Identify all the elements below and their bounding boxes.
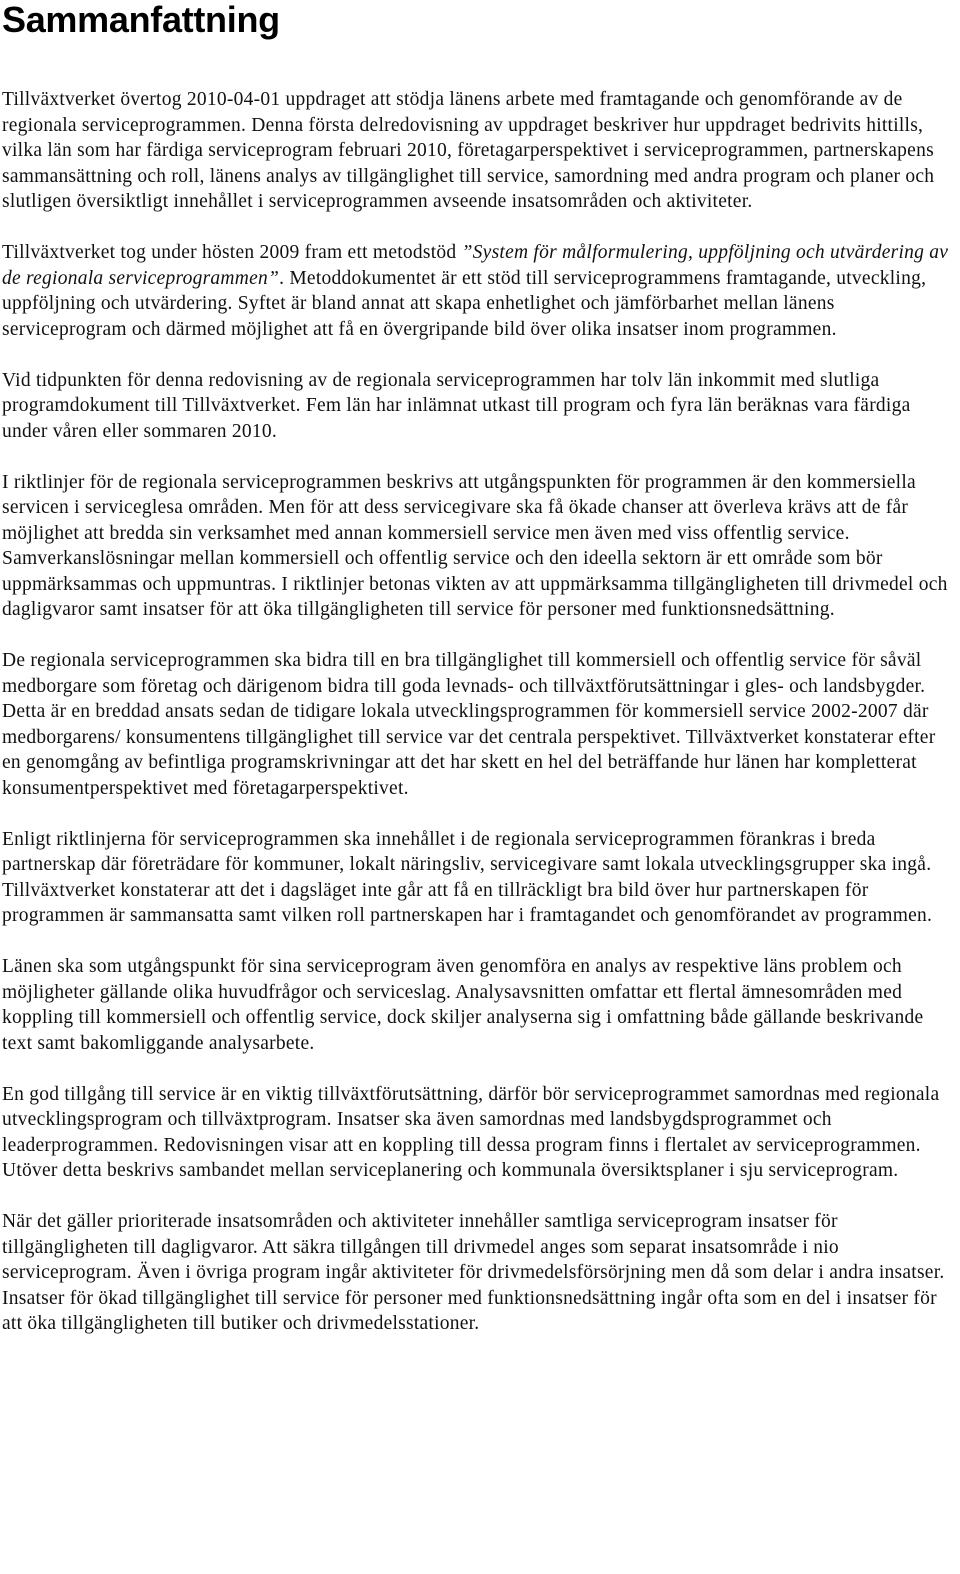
method-document-title: ”System för målformulering, uppföljning och utvärdering av de regionala serviceprogrammen” — [2, 242, 949, 289]
paragraph-8: En god tillgång till service är en viktig tillväxtförutsättning, därför bör serviceprogrammet samordnas med regionala utvecklingsprogram och tillväxtprogram. Insatser ska även samordnas med landsbygdsprogrammet och leaderprogrammen. Redovisningen visar att en koppling till dessa program finns i flertalet av serviceprogrammen. Utöver detta beskrivs sambandet mellan serviceplanering och kommunala översiktsplaner i sju serviceprogram. — [2, 1083, 940, 1181]
paragraph-2-rest: . Metoddokumentet är ett stöd till serviceprogrammens framtagande, utveckling, uppföljning och utvärdering. Syftet är bland annat att skapa enhetlighet och jämförbarhet mellan länens serviceprogram och därmed möjlighet att få en övergripande bild över olika insatser inom programmen. — [2, 267, 927, 340]
paragraph-7: Länen ska som utgångspunkt för sina serviceprogram även genomföra en analys av respektive läns problem och möjligheter gällande olika huvudfrågor och serviceslag. Analysavsnitten omfattar ett flertal ämnesområden med koppling till kommersiell och offentlig service, dock skiljer analyserna sig i omfattning både gällande beskrivande text samt bakomliggande analysarbete. — [2, 956, 924, 1054]
paragraph-2-lead: Tillväxtverket tog under hösten 2009 fram ett metodstöd — [2, 242, 462, 263]
paragraph-2 — [2, 240, 954, 342]
paragraph-9: När det gäller prioriterade insatsområden och aktiviteter innehåller samtliga serviceprogram insatser för tillgängligheten till dagligvaror. Att säkra tillgången till drivmedel anges som separat insatsområde i nio serviceprogram. Även i övriga program ingår aktiviteter för drivmedelsförsörjning men då som delar i andra insatser. Insatser för ökad tillgänglighet till service för personer med funktionsnedsättning ingår ofta som en del i insatser för att öka tillgängligheten till butiker och drivmedelsstationer. — [2, 1211, 945, 1334]
paragraph-4: I riktlinjer för de regionala serviceprogrammen beskrivs att utgångspunkten för programmen är den kommersiella servicen i serviceglesa områden. Men för att dess servicegivare ska få ökade chanser att överleva krävs att de får möjlighet att bredda sin verksamhet med annan kommersiell service men även med viss offentlig service. Samverkanslösningar mellan kommersiell och offentlig service och den ideella sektorn är ett område som bör uppmärksammas och uppmuntras. I riktlinjer betonas vikten av att uppmärksamma tillgängligheten till drivmedel och dagligvaror samt insatser för att öka tillgängligheten till service för personer med funktionsnedsättning. — [2, 471, 948, 620]
paragraph-1: Tillväxtverket övertog 2010-04-01 uppdraget att stödja länens arbete med framtagande och genomförande av de regionala serviceprogrammen. Denna första delredovisning av uppdraget beskriver hur uppdraget bedrivits hittills, vilka län som har färdiga serviceprogram februari 2010, företagarperspektivet i serviceprogrammen, partnerskapens sammansättning och roll, länens analys av tillgänglighet till service, samordning med andra program och planer och slutligen översiktligt innehållet i serviceprogrammen avseende insatsområden och aktiviteter. — [2, 89, 935, 212]
page-title: Sammanfattning — [2, 0, 280, 40]
paragraph-6: Enligt riktlinjerna för serviceprogrammen ska innehållet i de regionala serviceprogrammen förankras i breda partnerskap där företrädare för kommuner, lokalt näringsliv, servicegivare samt lokala utvecklingsgrupper ska ingå. Tillväxtverket konstaterar att det i dagsläget inte går att få en tillräckligt bra bild över hur partnerskapen för programmen är sammansatta samt vilken roll partnerskapen har i framtagandet och genomförandet av programmen. — [2, 828, 933, 926]
paragraph-5: De regionala serviceprogrammen ska bidra till en bra tillgänglighet till kommersiell och offentlig service för såväl medborgare som företag och därigenom bidra till goda levnads- och tillväxtförutsättningar i gles- och landsbygder. Detta är en breddad ansats sedan de tidigare lokala utvecklingsprogrammen för kommersiell service 2002-2007 där medborgarens/ konsumentens tillgänglighet till service var det centrala perspektivet. Tillväxtverket konstaterar efter en genomgång av befintliga programskrivningar att det har skett en hel del beträffande hur länen har kompletterat konsumentperspektivet med företagarperspektivet. — [2, 650, 936, 799]
paragraph-3: Vid tidpunkten för denna redovisning av de regionala serviceprogrammen har tolv län inkommit med slutliga programdokument till Tillväxtverket. Fem län har inlämnat utkast till program och fyra län beräknas vara färdiga under våren eller sommaren 2010. — [2, 369, 911, 442]
